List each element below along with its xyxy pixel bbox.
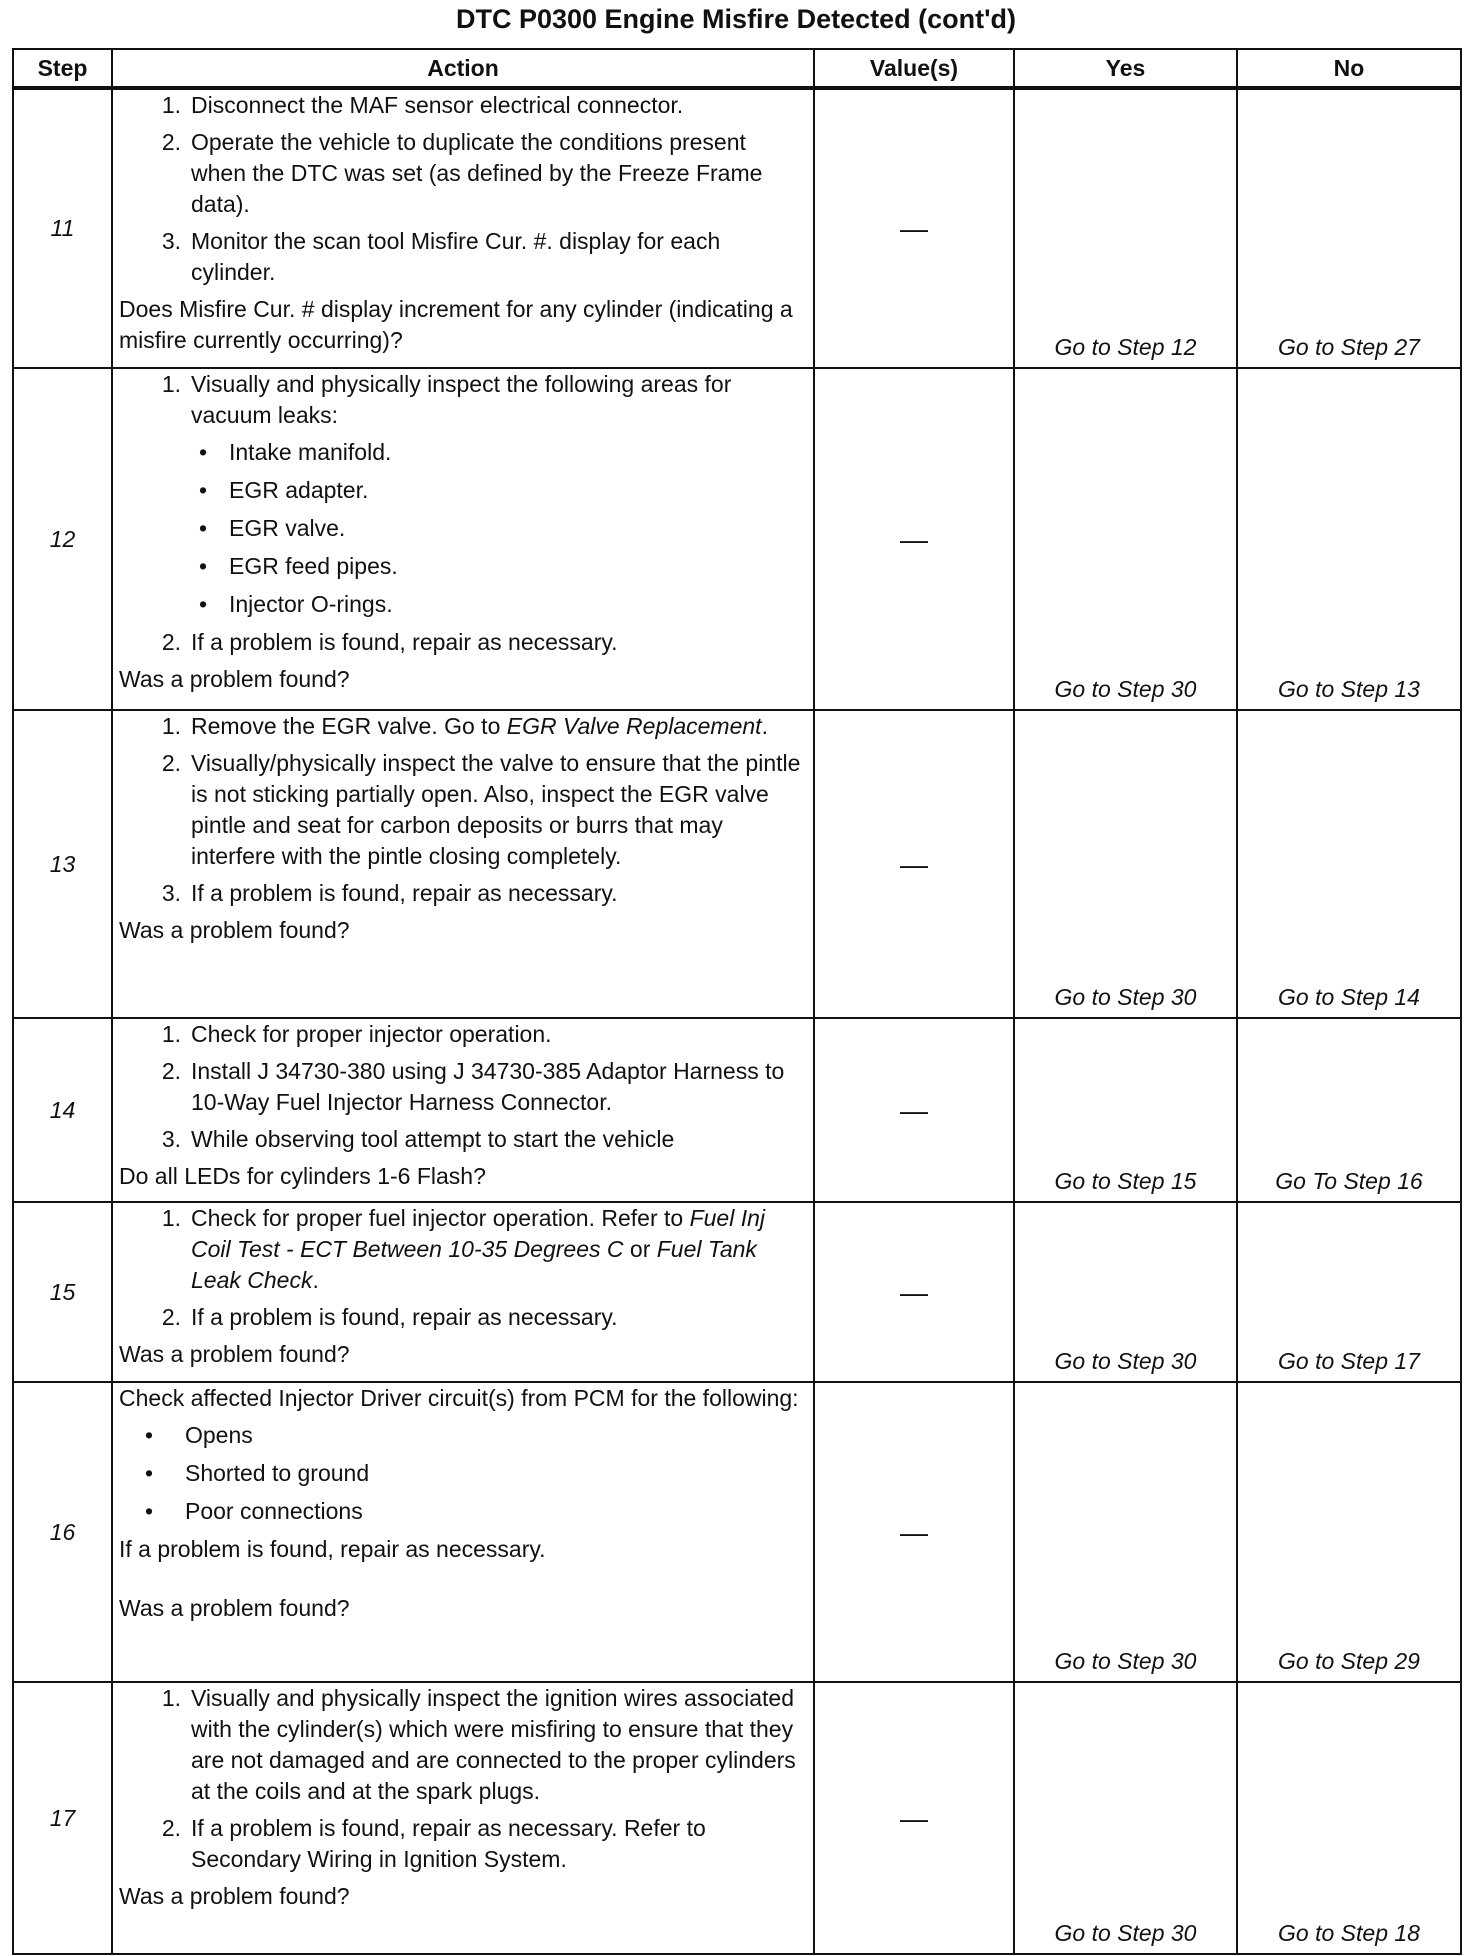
action-item: While observing tool attempt to start the vehicle [191, 1126, 675, 1152]
step-number: 15 [13, 1202, 112, 1382]
step-number: 17 [13, 1682, 112, 1954]
action-question: Was a problem found? [119, 917, 350, 943]
value-cell: — [814, 1382, 1014, 1682]
action-item: Operate the vehicle to duplicate the conditions present when the DTC was set (as defined by the Freeze Frame data). [191, 129, 763, 217]
no-cell: Go to Step 18 [1237, 1682, 1461, 1954]
table-row [13, 1382, 1461, 1682]
action-question: Does Misfire Cur. # display increment for any cylinder (indicating a misfire currently occurring)? [119, 296, 793, 353]
action-item: Remove the EGR valve. Go to EGR Valve Replacement. [191, 713, 768, 739]
no-cell: Go to Step 14 [1237, 710, 1461, 1018]
diagnostic-table [12, 48, 1462, 1955]
bullet-item: Shorted to ground [185, 1460, 370, 1486]
action-cell: 1. Check for proper fuel injector operation. Refer to Fuel Inj Coil Test - ECT Between 10-35 Degrees C or Fuel Tank Leak Check. 2. If a problem is found, repair as necessary. Was a problem found? [112, 1202, 814, 1382]
action-item: Visually and physically inspect the ignition wires associated with the cylinder(s) which were misfiring to ensure that they are not damaged and are connected to the proper cylinders at the coils and at the spark plugs. [191, 1685, 796, 1804]
table-row [13, 1018, 1461, 1202]
action-item: Visually/physically inspect the valve to ensure that the pintle is not sticking partially open. Also, inspect the EGR valve pintle and seat for carbon deposits or burrs that may interfere with the pintle closing completely. [191, 750, 801, 869]
table-row [13, 1682, 1461, 1954]
bullet-item: Injector O-rings. [229, 591, 393, 617]
action-intro: Check affected Injector Driver circuit(s) from PCM for the following: [119, 1385, 799, 1411]
action-text: or [623, 1236, 657, 1262]
action-item: Install J 34730-380 using J 34730-385 Adaptor Harness to 10-Way Fuel Injector Harness Connector. [191, 1058, 785, 1115]
action-question: Was a problem found? [119, 1341, 350, 1367]
table-row [13, 1202, 1461, 1382]
step-number: 11 [13, 88, 112, 368]
action-item: Disconnect the MAF sensor electrical connector. [191, 92, 684, 118]
action-question: Was a problem found? [119, 1883, 350, 1909]
value-cell: — [814, 1018, 1014, 1202]
bullet-item: EGR adapter. [229, 477, 369, 503]
action-item: If a problem is found, repair as necessary. Refer to Secondary Wiring in Ignition System. [191, 1815, 706, 1872]
action-item: If a problem is found, repair as necessary. [191, 1304, 618, 1330]
no-cell: Go to Step 29 [1237, 1382, 1461, 1682]
action-question: Was a problem found? [119, 1595, 350, 1621]
no-cell: Go to Step 17 [1237, 1202, 1461, 1382]
yes-cell: Go to Step 30 [1014, 368, 1237, 710]
action-text: Check for proper fuel injector operation. Refer to [191, 1205, 690, 1231]
header-yes: Yes [1014, 49, 1237, 88]
action-question: Do all LEDs for cylinders 1-6 Flash? [119, 1163, 486, 1189]
bullet-item: Poor connections [185, 1498, 363, 1524]
action-item: Check for proper injector operation. [191, 1021, 552, 1047]
yes-cell: Go to Step 30 [1014, 1382, 1237, 1682]
action-cell: 1. Visually and physically inspect the ignition wires associated with the cylinder(s) which were misfiring to ensure that they are not damaged and are connected to the proper cylinders at the coils and at the spark plugs. 2. If a problem is found, repair as necessary. Refer to Secondary Wiring in Ignition System. Was a problem found? [112, 1682, 814, 1954]
action-text: Remove the EGR valve. Go to [191, 713, 507, 739]
value-cell: — [814, 88, 1014, 368]
bullet-item: Intake manifold. [229, 439, 392, 465]
page-title: DTC P0300 Engine Misfire Detected (cont'd) [455, 4, 1017, 34]
no-cell: Go to Step 13 [1237, 368, 1461, 710]
action-cell: 1. Check for proper injector operation. 2. Install J 34730-380 using J 34730-385 Adaptor Harness to 10-Way Fuel Injector Harness Connector. 3. While observing tool attempt to start the vehicle Do all LEDs for cylinders 1-6 Flash? [112, 1018, 814, 1202]
yes-cell: Go to Step 30 [1014, 1682, 1237, 1954]
value-cell: — [814, 1202, 1014, 1382]
yes-cell: Go to Step 30 [1014, 1202, 1237, 1382]
header-no: No [1237, 49, 1461, 88]
table-row [13, 88, 1461, 368]
action-item: If a problem is found, repair as necessary. [191, 880, 618, 906]
table-row [13, 368, 1461, 710]
step-number: 14 [13, 1018, 112, 1202]
action-cell: Check affected Injector Driver circuit(s) from PCM for the following: • Opens • Shorted to ground • Poor connections If a problem is found, repair as necessary. Was a problem found? [112, 1382, 814, 1682]
no-cell: Go to Step 27 [1237, 88, 1461, 368]
action-question: Was a problem found? [119, 666, 350, 692]
value-cell: — [814, 1682, 1014, 1954]
bullet-item: EGR feed pipes. [229, 553, 398, 579]
reference-link[interactable]: Fuel Tank Leak Check [191, 1236, 757, 1293]
action-item: If a problem is found, repair as necessary. [191, 629, 618, 655]
value-cell: — [814, 710, 1014, 1018]
yes-cell: Go to Step 15 [1014, 1018, 1237, 1202]
step-number: 16 [13, 1382, 112, 1682]
reference-link[interactable]: Fuel Inj Coil Test - ECT Between 10-35 Degrees C [191, 1205, 766, 1262]
action-cell: 1. Remove the EGR valve. Go to EGR Valve Replacement. 2. Visually/physically inspect the valve to ensure that the pintle is not sticking partially open. Also, inspect the EGR valve pintle and seat for carbon deposits or burrs that may interfere with the pintle closing completely. 3. If a problem is found, repair as necessary. Was a problem found? [112, 710, 814, 1018]
value-cell: — [814, 368, 1014, 710]
table-row [13, 710, 1461, 1018]
bullet-item: EGR valve. [229, 515, 346, 541]
action-cell: 1. Visually and physically inspect the following areas for vacuum leaks: • Intake manifold. • EGR adapter. • EGR valve. • EGR feed pipes. • Injector O-rings. 2. If a problem is found, repair as necessary. Was a problem found? [112, 368, 814, 710]
table-header-row [13, 49, 1461, 88]
step-number: 13 [13, 710, 112, 1018]
header-action: Action [112, 49, 814, 88]
header-step: Step [13, 49, 112, 88]
step-number: 12 [13, 368, 112, 710]
yes-cell: Go to Step 30 [1014, 710, 1237, 1018]
action-note: If a problem is found, repair as necessary. [119, 1536, 546, 1562]
action-cell: 1. Disconnect the MAF sensor electrical connector. 2. Operate the vehicle to duplicate the conditions present when the DTC was set (as defined by the Freeze Frame data). 3. Monitor the scan tool Misfire Cur. #. display for each cylinder. Does Misfire Cur. # display increment for any cylinder (indicating a misfire currently occurring)? [112, 88, 814, 368]
yes-cell: Go to Step 12 [1014, 88, 1237, 368]
bullet-item: Opens [185, 1422, 253, 1448]
action-item: Visually and physically inspect the following areas for vacuum leaks: [191, 371, 732, 428]
reference-link[interactable]: EGR Valve Replacement [506, 713, 762, 739]
action-item: Check for proper fuel injector operation. Refer to Fuel Inj Coil Test - ECT Between 10-35 Degrees C or Fuel Tank Leak Check. [191, 1205, 766, 1293]
header-value: Value(s) [814, 49, 1014, 88]
no-cell: Go To Step 16 [1237, 1018, 1461, 1202]
action-item: Monitor the scan tool Misfire Cur. #. display for each cylinder. [191, 228, 721, 285]
